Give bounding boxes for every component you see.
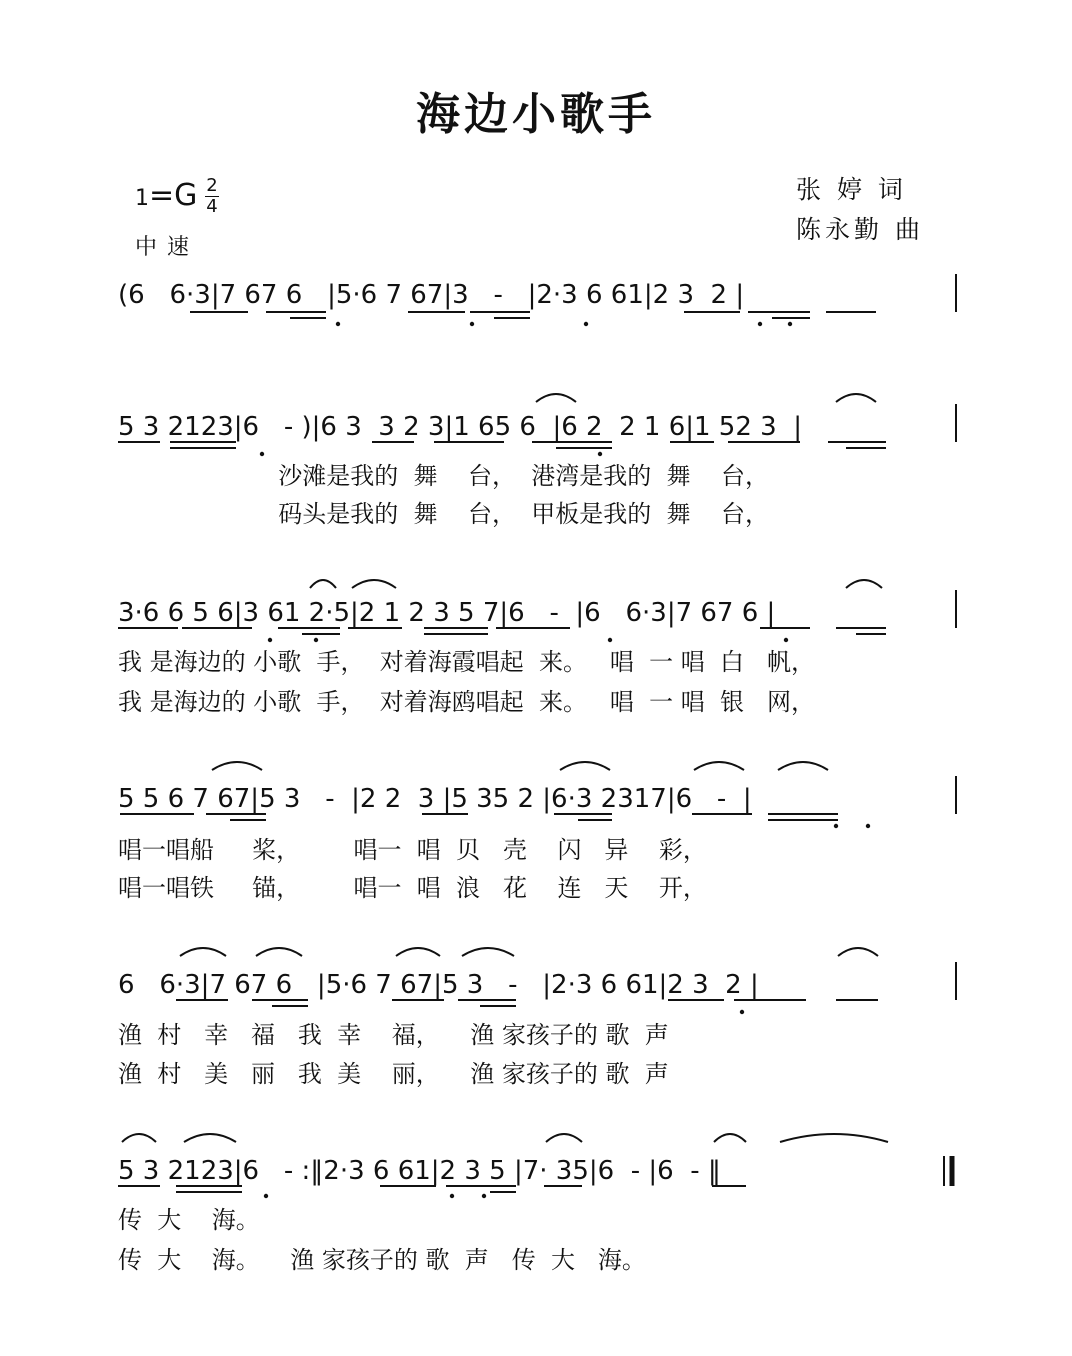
octave-dot-13 — [740, 1010, 744, 1014]
octave-dot-3 — [758, 322, 762, 326]
lyric-line-6-verse-1: 传 大 海。 — [118, 1206, 260, 1234]
octave-dot-7 — [608, 638, 612, 642]
octave-dot-16 — [482, 1194, 486, 1198]
slur-18 — [780, 1134, 888, 1142]
lyric-line-5-verse-2: 渔 村 美 丽 我 美 丽， 渔 家孩子的 歌 声 — [118, 1060, 669, 1088]
lyricist-credit: 张 婷 词 — [796, 175, 907, 204]
octave-dot-11 — [834, 824, 838, 828]
octave-dot-2 — [584, 322, 588, 326]
octave-dot-12 — [866, 824, 870, 828]
octave-dot-0 — [336, 322, 340, 326]
lyric-line-3-verse-1: 我 是海边的 小歌 手， 对着海霞唱起 来。 唱 一 唱 白 帆， — [118, 648, 815, 676]
octave-dot-15 — [450, 1194, 454, 1198]
slur-11 — [396, 948, 440, 956]
slur-4 — [846, 580, 882, 588]
notation-line-2: 5 3 2123|6 - )|6 3 3 2 3|1 65 6 |6 2 2 1 6|1 52 3 | — [118, 412, 802, 442]
tempo-marking: 中速 — [135, 235, 200, 260]
lyric-line-2-verse-2: 码头是我的 舞 台， 甲板是我的 舞 台， — [118, 500, 770, 528]
slur-10 — [256, 948, 302, 956]
slur-13 — [838, 948, 878, 956]
slur-14 — [122, 1134, 156, 1142]
time-signature-top: 2 — [206, 175, 218, 196]
slur-15 — [184, 1134, 236, 1142]
slur-6 — [560, 762, 610, 770]
song-title: 海边小歌手 — [416, 89, 656, 140]
time-signature — [204, 176, 220, 217]
slur-17 — [714, 1134, 746, 1142]
lyric-line-6-verse-2: 传 大 海。 渔 家孩子的 歌 声 传 大 海。 — [118, 1246, 646, 1274]
notation-line-6: 5 3 2123|6 - :‖2·3 6 61|2 3 5 |7· 35|6 - |6 - ‖ — [118, 1156, 721, 1186]
key-name: =G — [149, 178, 198, 213]
key-tonic-number: 1 — [135, 186, 149, 211]
notation-line-3: 3·6 6 5 6|3 61 2·5|2 1 2 3 5 7|6 - |6 6·3|7 67 6 | — [118, 598, 776, 628]
octave-dot-1 — [470, 322, 474, 326]
lyric-line-3-verse-2: 我 是海边的 小歌 手， 对着海鸥唱起 来。 唱 一 唱 银 网， — [118, 688, 815, 716]
notation-line-5: 6 6·3|7 67 6 |5·6 7 67|5 3 - |2·3 6 61|2 3 2 | — [118, 970, 759, 1000]
lyric-line-5-verse-1: 渔 村 幸 福 我 幸 福， 渔 家孩子的 歌 声 — [118, 1021, 669, 1049]
slur-7 — [694, 762, 744, 770]
lyric-line-2-verse-1: 沙滩是我的 舞 台， 港湾是我的 舞 台， — [118, 462, 770, 490]
slur-8 — [778, 762, 828, 770]
lyric-line-4-verse-2: 唱一唱铁 锚， 唱一 唱 浪 花 连 天 开， — [118, 874, 707, 902]
slur-2 — [310, 580, 336, 588]
octave-dot-8 — [784, 638, 788, 642]
octave-dot-5 — [260, 452, 264, 456]
slur-16 — [546, 1134, 582, 1142]
notation-line-1: (6 6·3|7 67 6 |5·6 7 67|3 - |2·3 6 61|2 3 2 | — [118, 280, 745, 310]
octave-dot-10 — [314, 638, 318, 642]
octave-dot-9 — [268, 638, 272, 642]
slur-9 — [180, 948, 226, 956]
key-signature — [135, 178, 197, 213]
octave-dot-6 — [598, 452, 602, 456]
time-signature-bottom: 4 — [206, 196, 218, 217]
slur-0 — [536, 394, 576, 402]
composer-credit: 陈永勤 曲 — [796, 215, 924, 244]
slur-1 — [836, 394, 876, 402]
lyric-line-4-verse-1: 唱一唱船 桨， 唱一 唱 贝 壳 闪 异 彩， — [118, 836, 707, 864]
slur-5 — [212, 762, 262, 770]
octave-dot-4 — [788, 322, 792, 326]
slur-3 — [352, 580, 396, 588]
slur-12 — [462, 948, 514, 956]
octave-dot-14 — [264, 1194, 268, 1198]
notation-line-4: 5 5 6 7 67|5 3 - |2 2 3 |5 35 2 |6·3 2317|6 - | — [118, 784, 752, 814]
